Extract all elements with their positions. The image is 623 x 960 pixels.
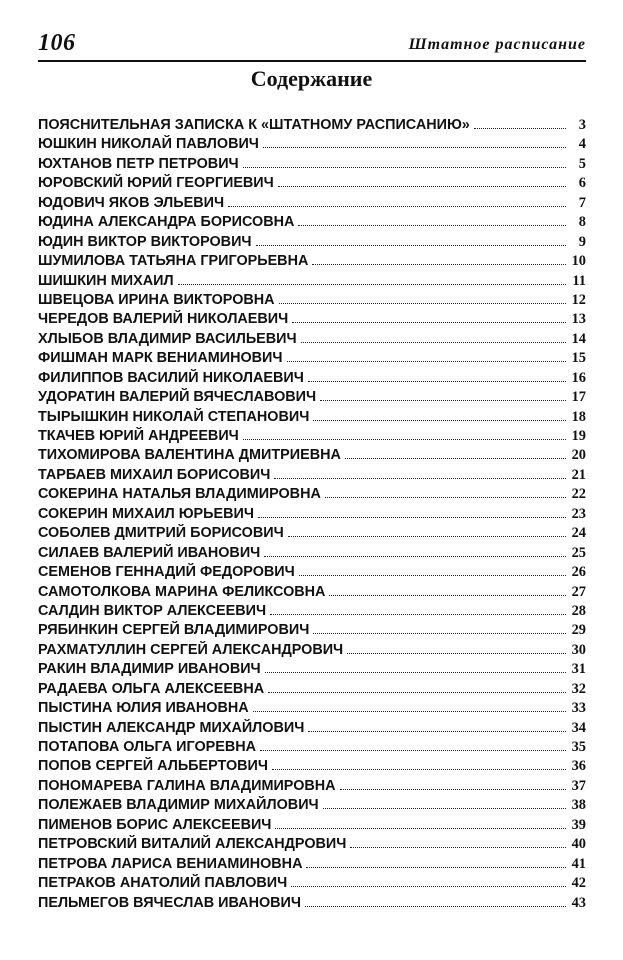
toc-entry[interactable] [38, 466, 586, 485]
toc-entry[interactable] [38, 719, 586, 738]
toc-entry[interactable] [38, 310, 586, 329]
toc-entry-page-number: 38 [571, 797, 586, 814]
toc-entry-label: ТАРБАЕВ МИХАИЛ БОРИСОВИЧ [38, 466, 271, 483]
dot-leader [292, 322, 566, 323]
toc-entry-page-number: 39 [571, 816, 586, 833]
dot-leader [258, 517, 566, 518]
toc-entry[interactable] [38, 213, 586, 232]
toc-entry[interactable] [38, 408, 586, 427]
toc-entry[interactable] [38, 544, 586, 563]
toc-entry[interactable] [38, 835, 586, 854]
toc-entry-page-number: 9 [578, 233, 586, 250]
toc-entry[interactable] [38, 699, 586, 718]
toc-entry[interactable] [38, 602, 586, 621]
dot-leader [279, 303, 566, 304]
dot-leader [313, 420, 566, 421]
toc-entry-page-number: 25 [571, 544, 586, 561]
dot-leader [325, 497, 566, 498]
toc-entry[interactable] [38, 194, 586, 213]
toc-entry-label: ТЫРЫШКИН НИКОЛАЙ СТЕПАНОВИЧ [38, 408, 310, 425]
toc-entry[interactable] [38, 505, 586, 524]
toc-entry-label: РЯБИНКИН СЕРГЕЙ ВЛАДИМИРОВИЧ [38, 622, 310, 639]
toc-entry[interactable] [38, 369, 586, 388]
dot-leader [287, 361, 566, 362]
toc-entry-label: ЧЕРЕДОВ ВАЛЕРИЙ НИКОЛАЕВИЧ [38, 311, 289, 328]
toc-entry-page-number: 10 [571, 253, 586, 270]
dot-leader [329, 595, 566, 596]
toc-entry[interactable] [38, 330, 586, 349]
toc-entry[interactable] [38, 621, 586, 640]
toc-entry-label: СОКЕРИНА НАТАЛЬЯ ВЛАДИМИРОВНА [38, 486, 321, 503]
dot-leader [312, 264, 566, 265]
toc-entry-label: ПЕЛЬМЕГОВ ВЯЧЕСЛАВ ИВАНОВИЧ [38, 894, 302, 911]
toc-entry[interactable] [38, 174, 586, 193]
dot-leader [228, 206, 566, 207]
toc-entry-label: РАДАЕВА ОЛЬГА АЛЕКСЕЕВНА [38, 680, 265, 697]
toc-entry-label: ПИМЕНОВ БОРИС АЛЕКСЕЕВИЧ [38, 816, 272, 833]
dot-leader [340, 789, 566, 790]
toc-entry-label: ЮДИНА АЛЕКСАНДРА БОРИСОВНА [38, 214, 295, 231]
dot-leader [474, 128, 566, 129]
toc-entry-label: ПЫСТИНА ЮЛИЯ ИВАНОВНА [38, 700, 249, 717]
dot-leader [260, 750, 566, 751]
dot-leader [256, 245, 566, 246]
toc-entry[interactable] [38, 894, 586, 913]
toc-entry-label: СИЛАЕВ ВАЛЕРИЙ ИВАНОВИЧ [38, 544, 261, 561]
toc-entry-label: ФИШМАН МАРК ВЕНИАМИНОВИЧ [38, 350, 283, 367]
toc-entry[interactable] [38, 641, 586, 660]
toc-entry-page-number: 8 [578, 214, 586, 231]
toc-entry-page-number: 31 [571, 661, 586, 678]
toc-entry-label: РАХМАТУЛЛИН СЕРГЕЙ АЛЕКСАНДРОВИЧ [38, 641, 344, 658]
toc-entry-page-number: 42 [571, 875, 586, 892]
toc-entry[interactable] [38, 349, 586, 368]
toc-entry-page-number: 29 [571, 622, 586, 639]
toc-entry-page-number: 19 [571, 428, 586, 444]
dot-leader [278, 186, 566, 187]
toc-entry[interactable] [38, 155, 586, 174]
toc-entry[interactable] [38, 524, 586, 543]
toc-entry-page-number: 18 [571, 408, 586, 425]
toc-entry-page-number: 14 [571, 330, 586, 347]
toc-entry-label: ЮДОВИЧ ЯКОВ ЭЛЬЕВИЧ [38, 194, 225, 211]
toc-entry-label: ПОЯСНИТЕЛЬНАЯ ЗАПИСКА К «ШТАТНОМУ РАСПИСАНИЮ» [38, 117, 470, 133]
toc-entry-page-number: 26 [571, 564, 586, 581]
toc-entry[interactable] [38, 233, 586, 252]
toc-entry-label: ФИЛИППОВ ВАСИЛИЙ НИКОЛАЕВИЧ [38, 369, 304, 386]
toc-entry[interactable] [38, 660, 586, 679]
dot-leader [243, 167, 566, 168]
dot-leader [308, 731, 566, 732]
toc-entry[interactable] [38, 874, 586, 893]
toc-entry-page-number: 30 [571, 641, 586, 658]
dot-leader [345, 458, 566, 459]
toc-entry-label: ЮШКИН НИКОЛАЙ ПАВЛОВИЧ [38, 136, 259, 153]
toc-entry-page-number: 32 [571, 680, 586, 697]
toc-entry[interactable] [38, 427, 586, 446]
dot-leader [305, 906, 566, 907]
dot-leader [268, 692, 566, 693]
dot-leader [323, 808, 566, 809]
toc-entry-page-number: 36 [571, 758, 586, 775]
toc-entry-label: ПЕТРОВСКИЙ ВИТАЛИЙ АЛЕКСАНДРОВИЧ [38, 836, 347, 853]
dot-leader [350, 847, 566, 848]
dot-leader [320, 400, 566, 401]
toc-entry-label: СОБОЛЕВ ДМИТРИЙ БОРИСОВИЧ [38, 525, 284, 542]
toc-entry-page-number: 13 [571, 311, 586, 328]
toc-entry[interactable] [38, 738, 586, 757]
toc-entry-page-number: 41 [571, 855, 586, 872]
toc-entry-page-number: 22 [571, 486, 586, 503]
toc-entry-label: СЕМЕНОВ ГЕННАДИЙ ФЕДОРОВИЧ [38, 564, 295, 581]
toc-entry-label: ПОЛЕЖАЕВ ВЛАДИМИР МИХАЙЛОВИЧ [38, 797, 319, 814]
toc-entry[interactable] [38, 816, 586, 835]
toc-entry-label: ХЛЫБОВ ВЛАДИМИР ВАСИЛЬЕВИЧ [38, 330, 297, 347]
toc-entry-label: ШВЕЦОВА ИРИНА ВИКТОРОВНА [38, 291, 275, 308]
toc-entry-label: ЮРОВСКИЙ ЮРИЙ ГЕОРГИЕВИЧ [38, 175, 274, 192]
dot-leader [288, 536, 566, 537]
dot-leader [291, 886, 566, 887]
toc-entry[interactable] [38, 485, 586, 504]
toc-entry-page-number: 35 [571, 739, 586, 755]
toc-entry[interactable] [38, 563, 586, 582]
toc-entry-page-number: 21 [571, 466, 586, 483]
toc-entry-label: ПОНОМАРЕВА ГАЛИНА ВЛАДИМИРОВНА [38, 777, 336, 794]
toc-entry[interactable] [38, 135, 586, 154]
toc-entry-page-number: 12 [571, 291, 586, 308]
toc-entry[interactable] [38, 855, 586, 874]
toc-entry-label: ПЫСТИН АЛЕКСАНДР МИХАЙЛОВИЧ [38, 719, 305, 736]
toc-entry-label: ЮХТАНОВ ПЕТР ПЕТРОВИЧ [38, 155, 239, 172]
dot-leader [275, 828, 566, 829]
toc-title: Содержание [250, 66, 373, 91]
toc-entry-page-number: 4 [578, 136, 586, 153]
toc-entry-page-number: 7 [578, 194, 586, 211]
toc-entry[interactable] [38, 388, 586, 407]
toc-entry-label: САЛДИН ВИКТОР АЛЕКСЕЕВИЧ [38, 602, 267, 619]
toc-entry-page-number: 23 [571, 505, 586, 522]
toc-entry-label: ПОТАПОВА ОЛЬГА ИГОРЕВНА [38, 739, 257, 755]
dot-leader [299, 575, 566, 576]
toc-entry-page-number: 20 [571, 447, 586, 464]
toc-entry-page-number: 27 [571, 583, 586, 600]
toc-entry[interactable] [38, 272, 586, 291]
dot-leader [306, 867, 566, 868]
header-rule [38, 60, 586, 62]
toc-entry[interactable] [38, 446, 586, 465]
toc-entry-page-number: 24 [571, 525, 586, 542]
dot-leader [298, 225, 566, 226]
dot-leader [243, 439, 566, 440]
dot-leader [308, 381, 566, 382]
toc-entry[interactable] [38, 583, 586, 602]
toc-entry-label: ШУМИЛОВА ТАТЬЯНА ГРИГОРЬЕВНА [38, 253, 309, 270]
toc-entry-label: УДОРАТИН ВАЛЕРИЙ ВЯЧЕСЛАВОВИЧ [38, 389, 317, 406]
dot-leader [347, 653, 566, 654]
running-head [38, 28, 586, 58]
running-title: Штатное расписание [408, 36, 586, 53]
toc-entry-label: ТКАЧЕВ ЮРИЙ АНДРЕЕВИЧ [38, 428, 239, 444]
toc-entry-page-number: 40 [571, 836, 586, 853]
toc-entry-page-number: 33 [571, 700, 586, 717]
toc-entry-page-number: 17 [571, 389, 586, 406]
toc-entry[interactable] [38, 796, 586, 815]
toc-entry-page-number: 16 [571, 369, 586, 386]
dot-leader [301, 342, 566, 343]
toc-entry[interactable] [38, 777, 586, 796]
toc-entry[interactable] [38, 680, 586, 699]
toc-entry-label: САМОТОЛКОВА МАРИНА ФЕЛИКСОВНА [38, 583, 326, 600]
dot-leader [270, 614, 566, 615]
toc-entry[interactable] [38, 291, 586, 310]
toc-entry-page-number: 5 [578, 155, 586, 172]
toc-entry-label: ПЕТРАКОВ АНАТОЛИЙ ПАВЛОВИЧ [38, 875, 288, 892]
toc-entry-label: ПОПОВ СЕРГЕЙ АЛЬБЕРТОВИЧ [38, 758, 268, 775]
dot-leader [265, 672, 566, 673]
toc-entry-page-number: 6 [578, 175, 586, 192]
page-number: 106 [38, 30, 76, 56]
toc-entry-page-number: 11 [572, 272, 586, 289]
toc-entry-label: РАКИН ВЛАДИМИР ИВАНОВИЧ [38, 661, 261, 678]
dot-leader [253, 711, 566, 712]
toc-entry-page-number: 43 [571, 894, 586, 911]
dot-leader [178, 284, 566, 285]
toc-entry[interactable] [38, 757, 586, 776]
table-of-contents [38, 116, 586, 913]
toc-entry[interactable] [38, 116, 586, 135]
dot-leader [263, 147, 566, 148]
toc-entry-label: СОКЕРИН МИХАИЛ ЮРЬЕВИЧ [38, 505, 254, 522]
toc-entry-page-number: 37 [571, 777, 586, 794]
toc-entry-page-number: 28 [571, 602, 586, 619]
toc-entry-page-number: 34 [571, 719, 586, 736]
toc-entry-label: ТИХОМИРОВА ВАЛЕНТИНА ДМИТРИЕВНА [38, 447, 341, 464]
dot-leader [313, 633, 566, 634]
dot-leader [272, 769, 566, 770]
toc-entry-page-number: 15 [571, 350, 586, 367]
toc-entry-label: ШИШКИН МИХАИЛ [38, 272, 174, 289]
toc-entry-label: ПЕТРОВА ЛАРИСА ВЕНИАМИНОВНА [38, 855, 303, 872]
toc-entry-page-number: 3 [578, 117, 586, 133]
dot-leader [274, 478, 566, 479]
toc-entry-label: ЮДИН ВИКТОР ВИКТОРОВИЧ [38, 233, 252, 250]
dot-leader [264, 556, 566, 557]
toc-entry[interactable] [38, 252, 586, 271]
